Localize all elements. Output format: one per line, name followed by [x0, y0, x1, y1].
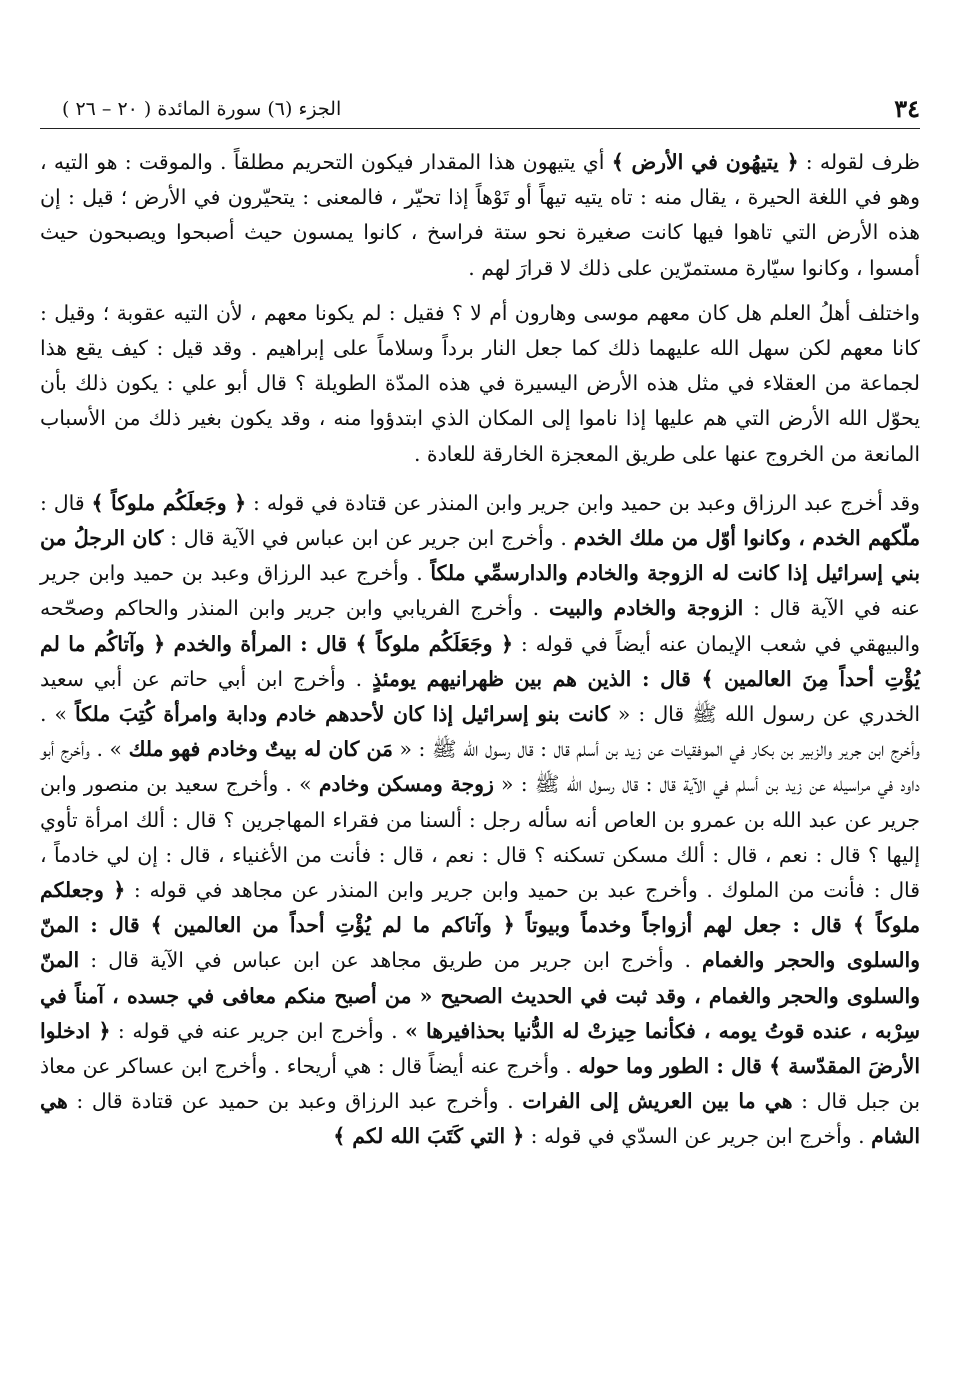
bold-text: كان الرجلُ من بني إسرائيل إذا كانت له الزوجة والخادم والدارسمِّي ملكاً [40, 526, 920, 586]
text-run: . وأخرج ابن جرير من طريق مجاهد عن ابن عباس في الآية قال : [79, 948, 703, 973]
text-run: . وأخرج عنه أيضاً قال : هي أريحاء . وأخرج ابن عساكر عن معاذ بن جبل قال : [40, 1054, 921, 1114]
bold-text: ﴿ وجَعَلَكُم ملوكاً ﴾ قال : المرأة والخدم ﴿ وآتاكُم ما لم يُؤْتِ أحداً مِنَ العالمين ﴾ قال : الذين هم بين ظهرانيهم يومئذٍ [40, 631, 920, 691]
page-number: ٣٤ [894, 94, 920, 123]
text-run: . وأخرج الفريابي وابن جرير وابن المنذر والحاكم وصحّحه والبيهقي في شعب الإيمان عنه أيضاً في قوله : [40, 596, 921, 656]
bold-text: ﴿ التي كَتَبَ الله لكم ﴾ [333, 1124, 525, 1149]
bold-text: مَن كان له بيتٌ وخادم فهو ملك [128, 737, 393, 762]
page-header [40, 92, 920, 129]
page [40, 92, 920, 1155]
paragraph [40, 145, 920, 286]
running-title: الجزء (٦) سورة المائدة ( ٢٠ – ٢٦ ) [62, 98, 342, 120]
text-run: » . وأخرج ابن جرير والزبير بن بكار في الموفقيات عن زيد بن أسلم قال : قال رسول الله ﷺ : « [40, 702, 920, 762]
paragraph [40, 486, 920, 1155]
text-run: قال : [40, 490, 92, 515]
text-run: . وأخرج عبد الرزاق وعبد بن حميد وابن جرير عنه في الآية قال : [40, 561, 920, 621]
bold-text: الزوجة والخادم والبيت [548, 596, 744, 621]
bold-text: هي الشام [40, 1089, 920, 1149]
bold-text: كانت بنو إسرائيل إذا كان لأحدهم خادم ودابة وامرأة كُتِبَ ملكاً [75, 702, 610, 727]
text-run: . وأخرج ابن أبي حاتم عن أبي سعيد الخدري عن رسول الله ﷺ قال : « [40, 666, 921, 727]
text-run: واختلف أهلُ العلم هل كان معهم موسى وهارون أم لا ؟ فقيل : لم يكونا معهم ، لأن التيه عقوبة ؛ وقيل : كانا معهم لكن سهل الله عليهما ذلك كما جعل النار برداً وسلاماً على إبراهيم . وقد قيل : كيف يقع هذا لجماعة من العقلاء في مثل هذه الأرض اليسيرة في هذه المدّة الطويلة ؟ قال أبو علي : يكون ذلك بأن يحوّل الله الأرض التي هم عليها إذا ناموا إلى المكان الذي ابتدؤوا منه ، وقد يكون بغير ذلك من الأسباب المانعة من الخروج عنها على طريق المعجزة الخارقة للعادة . [40, 300, 920, 466]
paragraph [40, 296, 920, 472]
bold-text: زوجة ومسكن وخادم [318, 772, 494, 797]
text-run: وقد أخرج عبد الرزاق وعبد بن حميد وابن جرير وابن المنذر عن قتادة في قوله : [246, 490, 920, 515]
bold-text: ﴿ وجَعلَكُم ملوكاً ﴾ [91, 490, 247, 515]
text-run: » . وأخرج سعيد بن منصور وابن جرير عن عبد الله بن عمرو بن العاص أنه سأله رجل : ألسنا من فقراء المهاجرين ؟ قال : ألك امرأة تأوي إليها ؟ قال : نعم ، قال : ألك مسكن تسكنه ؟ قال : نعم ، قال : فأنت من الأغنياء ، قال : إن لي خادماً ، قال : فأنت من الملوك . وأخرج عبد بن حميد وابن جرير وابن المنذر عن مجاهد في قوله : [40, 772, 921, 903]
text-run: » . وأخرج أبو داود في مراسيله عن زيد بن أسلم في الآية قال : قال رسول الله ﷺ : « [40, 737, 920, 797]
text-run: . وأخرج عبد الرزاق وعبد بن حميد عن قتادة قال : [67, 1089, 523, 1114]
body-text [40, 145, 920, 1155]
text-run: أي يتيهون هذا المقدار فيكون التحريم مطلقاً . والموقت : هو التيه ، وهو في اللغة الحيرة ، يقال منه : تاه يتيه تيهاً أو تَوْهاً إذا تحيّر ، فالمعنى : يتحيّرون في الأرض ؛ قيل : إن هذه الأرض التي تاهوا فيها كانت صغيرة نحو ستة فراسخ ، كانوا يمسون حيث أصبحوا ويصبحون حيث أمسوا ، وكانوا سيّارة مستمرّين على ذلك لا قرارَ لهم . [40, 150, 920, 280]
text-run: ظرف لقوله : [798, 150, 921, 174]
bold-text: المنّ والسلوى والحجر والغمام ، وقد ثبت في الحديث الصحيح « من أصبح منكم معافى في جسده ، آمناً في سِرْبه ، عنده قوتُ يومه ، فكأنما حِيزتْ له الدُّنيا بحذافيرها » [40, 948, 920, 1043]
bold-text: ملّكهم الخدم ، وكانوا أوّل من ملك الخدم [573, 526, 920, 551]
bold-text: ﴿ يتيهُون في الأرض ﴾ [611, 150, 799, 174]
bold-text: هي ما بين العريش إلى الفرات [522, 1089, 793, 1114]
text-run: . وأخرج ابن جرير عن السدّي في قوله : [524, 1124, 872, 1149]
bold-text: ﴿ وجعلكم ملوكاً ﴾ قال : جعل لهم أزواجاً وخدماً وبيوتاً ﴿ وآتاكم ما لم يُؤْتِ أحداً من العالمين ﴾ قال : المنّ والسلوى والحجر والغمام [40, 878, 920, 973]
bold-text: ﴿ ادخلوا الأرضَ المقدّسة ﴾ قال : الطور وما حوله [40, 1018, 920, 1079]
text-run: . وأخرج ابن جرير عن ابن عباس في الآية قال : [163, 526, 574, 551]
text-run: . وأخرج ابن جرير عنه في قوله : [110, 1018, 406, 1043]
